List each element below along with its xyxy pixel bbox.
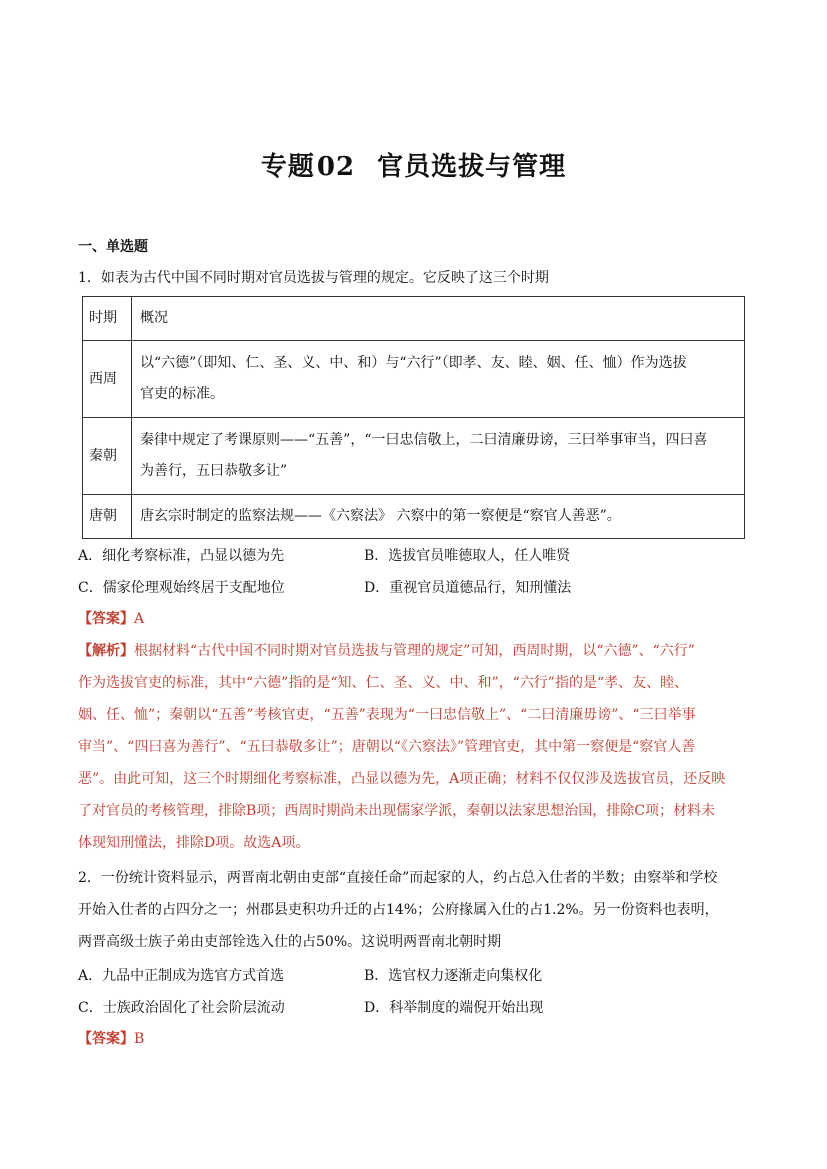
q1-option-d: D．重视官员道德品行，知刑懂法 bbox=[364, 580, 572, 596]
table-cell-period: 西周 bbox=[83, 341, 132, 418]
table-cell-period: 唐朝 bbox=[83, 495, 132, 539]
table-header-row bbox=[83, 297, 745, 341]
q1-option-b: B．选拔官员唯德取人，任人唯贤 bbox=[364, 548, 571, 564]
analysis-tag: 【解析】 bbox=[78, 643, 134, 659]
cell-line: 为善行，五曰恭敬多让” bbox=[140, 463, 288, 479]
page-title bbox=[0, 146, 827, 183]
q1-answer bbox=[78, 609, 144, 629]
title-number: 02 bbox=[316, 152, 356, 182]
q1-analysis-line: 审当”、“四曰喜为善行”、“五曰恭敬多让”；唐朝以“《六察法》”管理官吏，其中第一察便是“察官人善 bbox=[78, 739, 696, 755]
q2-option-d: D．科举制度的端倪开始出现 bbox=[364, 1000, 544, 1016]
q2-option-c: C．士族政治固化了社会阶层流动 bbox=[78, 1000, 285, 1016]
q2-stem-line: 两晋高级士族子弟由吏部铨选入仕的占50%。这说明两晋南北朝时期 bbox=[78, 934, 502, 950]
table-cell-content bbox=[132, 341, 745, 418]
answer-value: B bbox=[134, 1031, 145, 1047]
q2-stem-line: 2．一份统计资料显示，两晋南北朝由吏部“直接任命”而起家的人，约占总入仕者的半数；由察举和学校 bbox=[78, 870, 718, 886]
q1-stem: 1．如表为古代中国不同时期对官员选拔与管理的规定。它反映了这三个时期 bbox=[78, 270, 549, 286]
answer-tag: 【答案】 bbox=[78, 611, 134, 627]
section-heading: 一、单选题 bbox=[78, 239, 148, 255]
q1-analysis-line bbox=[78, 641, 695, 661]
cell-line: 秦律中规定了考课原则——“五善”，“一曰忠信敬上，二曰清廉毋谤，三曰举事审当，四曰喜 bbox=[140, 432, 708, 448]
q1-option-c: C．儒家伦理观始终居于支配地位 bbox=[78, 580, 285, 596]
cell-line: 以“六德”（即知、仁、圣、义、中、和）与“六行”（即孝、友、睦、姻、任、恤）作为选拔 bbox=[140, 355, 687, 371]
table-header-cell: 概况 bbox=[132, 297, 745, 341]
q1-analysis-line: 恶”。由此可知，这三个时期细化考察标准，凸显以德为先，A项正确；材料不仅仅涉及选拔官员，还反映 bbox=[78, 771, 726, 787]
answer-value: A bbox=[134, 611, 145, 627]
table-cell-content bbox=[132, 495, 745, 539]
title-prefix: 专题 bbox=[260, 152, 315, 182]
q2-stem-line: 开始入仕者的占四分之一；州郡县吏积功升迁的占14%；公府掾属入仕的占1.2%。另一份资料也表明， bbox=[78, 902, 719, 918]
q1-option-a: A．细化考察标准，凸显以德为先 bbox=[78, 548, 285, 564]
q2-answer bbox=[78, 1029, 144, 1049]
q2-option-a: A．九品中正制成为选官方式首选 bbox=[78, 968, 285, 984]
table-cell-period: 秦朝 bbox=[83, 418, 132, 495]
q1-analysis-line: 姻、任、恤”；秦朝以“五善”考核官吏，“五善”表现为“一曰忠信敬上”、“二曰清廉毋谤”、“三曰举事 bbox=[78, 707, 696, 723]
table-cell-content bbox=[132, 418, 745, 495]
table-row bbox=[83, 341, 745, 418]
answer-tag: 【答案】 bbox=[78, 1031, 134, 1047]
q1-analysis-line: 体现知刑懂法，排除D项。故选A项。 bbox=[78, 835, 310, 851]
table-row bbox=[83, 418, 745, 495]
table-row bbox=[83, 495, 745, 539]
title-name: 官员选拔与管理 bbox=[377, 152, 567, 182]
cell-line: 官吏的标准。 bbox=[140, 386, 224, 402]
q1-analysis-line: 作为选拔官吏的标准，其中“六德”指的是“知、仁、圣、义、中、和”，“六行”指的是“孝、友、睦、 bbox=[78, 675, 689, 691]
q1-analysis-line: 了对官员的考核管理，排除B项；西周时期尚未出现儒家学派，秦朝以法家思想治国，排除C项；材料未 bbox=[78, 803, 715, 819]
analysis-text: 根据材料“古代中国不同时期对官员选拔与管理的规定”可知，西周时期，以“六德”、“六行” bbox=[134, 643, 695, 659]
q2-option-b: B．选官权力逐渐走向集权化 bbox=[364, 968, 543, 984]
table-header-cell: 时期 bbox=[83, 297, 132, 341]
q1-table bbox=[82, 296, 745, 539]
cell-line: 唐玄宗时制定的监察法规——《六察法》 六察中的第一察便是“察官人善恶”。 bbox=[140, 508, 621, 524]
